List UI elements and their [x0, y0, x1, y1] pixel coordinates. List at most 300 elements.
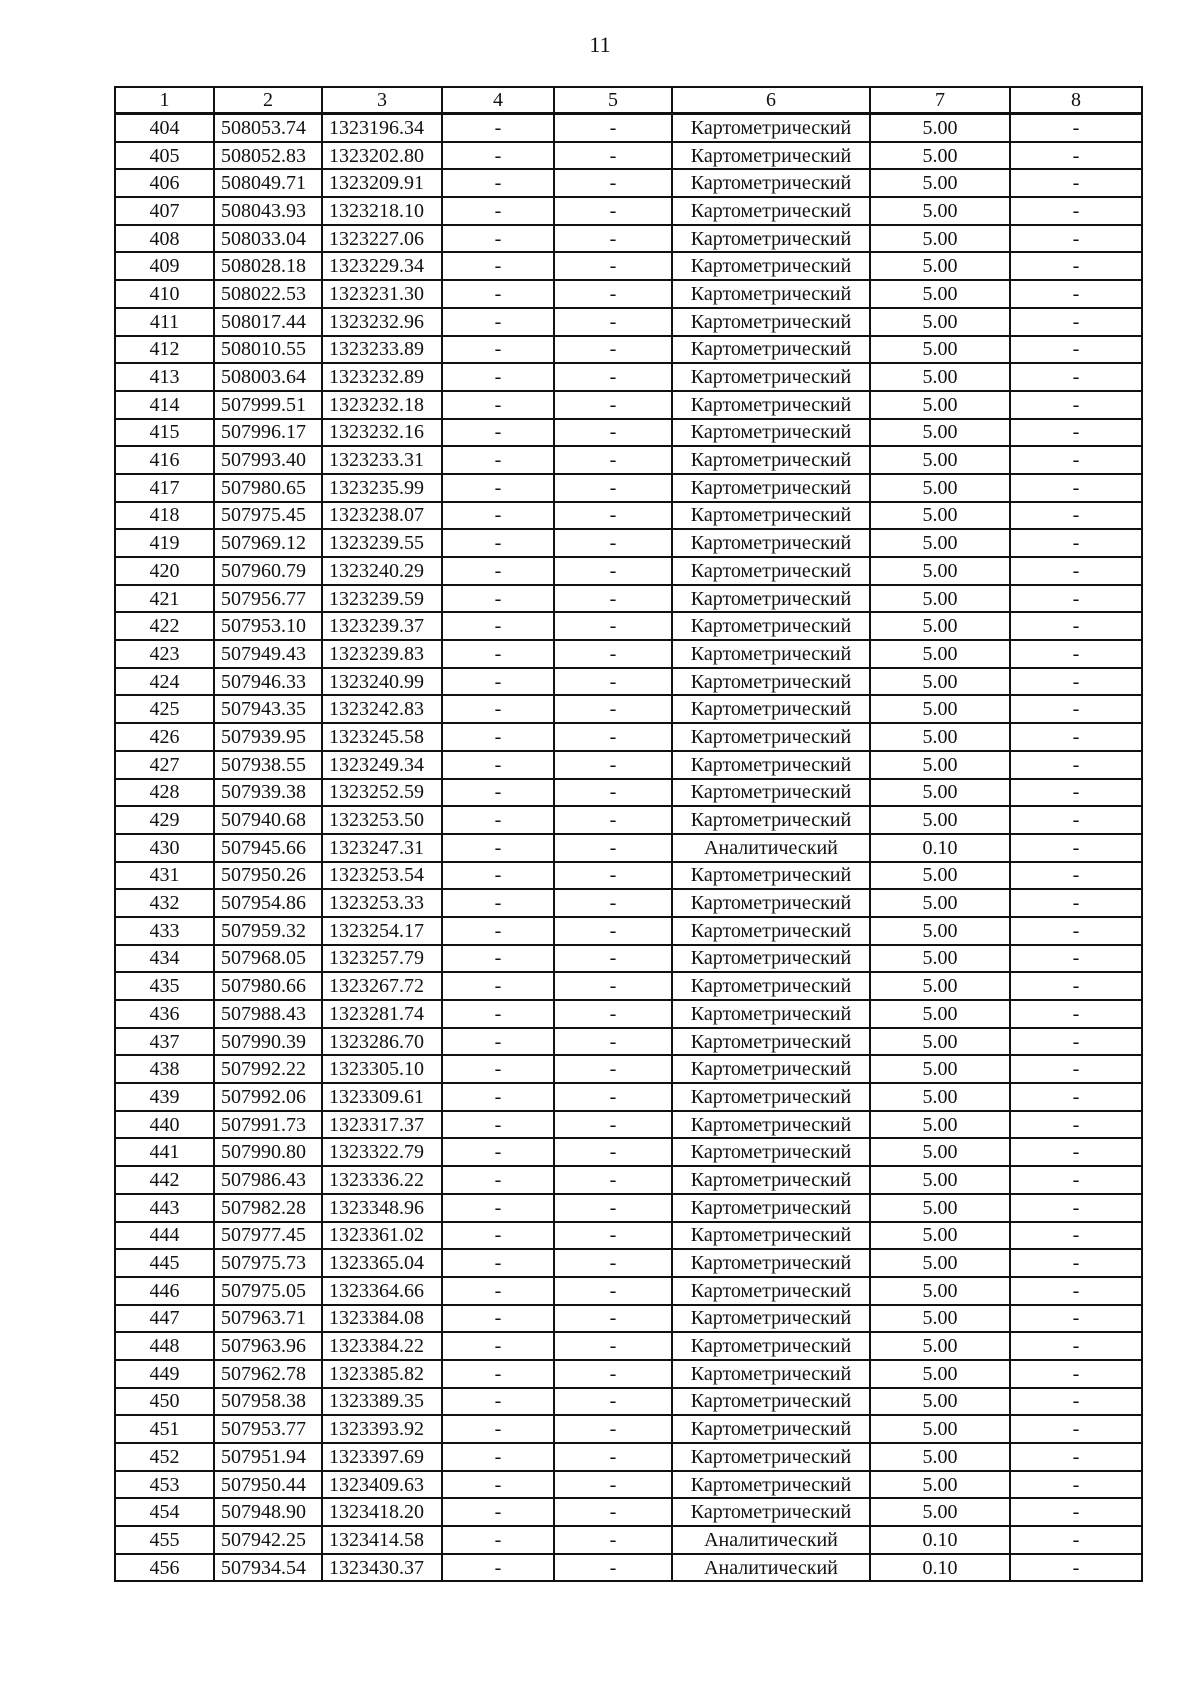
accuracy-cell: 5.00 — [870, 363, 1010, 391]
point-number-cell: 413 — [115, 363, 214, 391]
col5-value-cell: - — [554, 308, 672, 336]
y-coordinate-cell: 1323286.70 — [322, 1028, 442, 1056]
col4-value-cell: - — [442, 862, 554, 890]
accuracy-cell: 5.00 — [870, 308, 1010, 336]
method-cell: Картометрический — [672, 363, 870, 391]
method-cell: Картометрический — [672, 972, 870, 1000]
col5-value-cell: - — [554, 391, 672, 419]
x-coordinate-cell: 508022.53 — [214, 280, 322, 308]
x-coordinate-cell: 508049.71 — [214, 169, 322, 197]
accuracy-cell: 5.00 — [870, 142, 1010, 170]
col4-value-cell: - — [442, 502, 554, 530]
col4-value-cell: - — [442, 806, 554, 834]
col5-value-cell: - — [554, 1305, 672, 1333]
point-number-cell: 419 — [115, 529, 214, 557]
col8-value-cell: - — [1010, 142, 1142, 170]
col4-value-cell: - — [442, 1222, 554, 1250]
method-cell: Картометрический — [672, 1222, 870, 1250]
col8-value-cell: - — [1010, 723, 1142, 751]
col5-value-cell: - — [554, 446, 672, 474]
col5-value-cell: - — [554, 945, 672, 973]
y-coordinate-cell: 1323232.96 — [322, 308, 442, 336]
table-row — [115, 529, 1142, 557]
point-number-cell: 434 — [115, 945, 214, 973]
accuracy-cell: 5.00 — [870, 1055, 1010, 1083]
col4-value-cell: - — [442, 1194, 554, 1222]
col5-value-cell: - — [554, 585, 672, 613]
table-row — [115, 1332, 1142, 1360]
y-coordinate-cell: 1323253.54 — [322, 862, 442, 890]
page-number: 11 — [589, 32, 611, 57]
table-row — [115, 972, 1142, 1000]
point-number-cell: 456 — [115, 1554, 214, 1582]
accuracy-cell: 5.00 — [870, 336, 1010, 364]
col4-value-cell: - — [442, 1526, 554, 1554]
col4-value-cell: - — [442, 391, 554, 419]
y-coordinate-cell: 1323231.30 — [322, 280, 442, 308]
col4-value-cell: - — [442, 169, 554, 197]
y-coordinate-cell: 1323385.82 — [322, 1360, 442, 1388]
col8-value-cell: - — [1010, 419, 1142, 447]
col8-value-cell: - — [1010, 225, 1142, 253]
method-cell: Картометрический — [672, 1055, 870, 1083]
table-row — [115, 1111, 1142, 1139]
col8-value-cell: - — [1010, 280, 1142, 308]
col4-value-cell: - — [442, 1360, 554, 1388]
accuracy-cell: 5.00 — [870, 1166, 1010, 1194]
col8-value-cell: - — [1010, 612, 1142, 640]
y-coordinate-cell: 1323233.31 — [322, 446, 442, 474]
col8-value-cell: - — [1010, 1083, 1142, 1111]
table-row — [115, 557, 1142, 585]
coordinates-table — [114, 86, 1143, 1582]
col4-value-cell: - — [442, 1166, 554, 1194]
x-coordinate-cell: 507940.68 — [214, 806, 322, 834]
col8-value-cell: - — [1010, 834, 1142, 862]
col4-value-cell: - — [442, 363, 554, 391]
table-row — [115, 225, 1142, 253]
x-coordinate-cell: 507939.38 — [214, 779, 322, 807]
col5-value-cell: - — [554, 557, 672, 585]
method-cell: Картометрический — [672, 197, 870, 225]
x-coordinate-cell: 508052.83 — [214, 142, 322, 170]
col5-value-cell: - — [554, 1138, 672, 1166]
col4-value-cell: - — [442, 585, 554, 613]
x-coordinate-cell: 507938.55 — [214, 751, 322, 779]
table-row — [115, 945, 1142, 973]
col8-value-cell: - — [1010, 945, 1142, 973]
col4-value-cell: - — [442, 779, 554, 807]
method-cell: Картометрический — [672, 695, 870, 723]
accuracy-cell: 5.00 — [870, 502, 1010, 530]
col4-value-cell: - — [442, 1388, 554, 1416]
col5-value-cell: - — [554, 1194, 672, 1222]
point-number-cell: 440 — [115, 1111, 214, 1139]
col4-value-cell: - — [442, 1083, 554, 1111]
method-cell: Картометрический — [672, 391, 870, 419]
accuracy-cell: 5.00 — [870, 640, 1010, 668]
col4-value-cell: - — [442, 252, 554, 280]
x-coordinate-cell: 507939.95 — [214, 723, 322, 751]
col8-value-cell: - — [1010, 1388, 1142, 1416]
col5-value-cell: - — [554, 1083, 672, 1111]
accuracy-cell: 5.00 — [870, 779, 1010, 807]
point-number-cell: 424 — [115, 668, 214, 696]
col5-value-cell: - — [554, 197, 672, 225]
table-row — [115, 806, 1142, 834]
point-number-cell: 452 — [115, 1443, 214, 1471]
col5-value-cell: - — [554, 612, 672, 640]
point-number-cell: 415 — [115, 419, 214, 447]
col5-value-cell: - — [554, 889, 672, 917]
table-row — [115, 1305, 1142, 1333]
col5-value-cell: - — [554, 751, 672, 779]
col4-value-cell: - — [442, 1277, 554, 1305]
y-coordinate-cell: 1323309.61 — [322, 1083, 442, 1111]
col4-value-cell: - — [442, 557, 554, 585]
col5-value-cell: - — [554, 1277, 672, 1305]
x-coordinate-cell: 507949.43 — [214, 640, 322, 668]
point-number-cell: 437 — [115, 1028, 214, 1056]
column-header: 4 — [442, 87, 554, 114]
col4-value-cell: - — [442, 1471, 554, 1499]
col5-value-cell: - — [554, 1111, 672, 1139]
accuracy-cell: 5.00 — [870, 723, 1010, 751]
accuracy-cell: 5.00 — [870, 1471, 1010, 1499]
col5-value-cell: - — [554, 972, 672, 1000]
method-cell: Картометрический — [672, 1277, 870, 1305]
table-row — [115, 391, 1142, 419]
col8-value-cell: - — [1010, 1000, 1142, 1028]
method-cell: Картометрический — [672, 1471, 870, 1499]
accuracy-cell: 0.10 — [870, 1554, 1010, 1582]
point-number-cell: 439 — [115, 1083, 214, 1111]
column-header: 1 — [115, 87, 214, 114]
y-coordinate-cell: 1323257.79 — [322, 945, 442, 973]
accuracy-cell: 5.00 — [870, 1305, 1010, 1333]
table-row — [115, 1360, 1142, 1388]
method-cell: Картометрический — [672, 1194, 870, 1222]
x-coordinate-cell: 507990.80 — [214, 1138, 322, 1166]
y-coordinate-cell: 1323252.59 — [322, 779, 442, 807]
col4-value-cell: - — [442, 1138, 554, 1166]
point-number-cell: 442 — [115, 1166, 214, 1194]
col5-value-cell: - — [554, 252, 672, 280]
point-number-cell: 428 — [115, 779, 214, 807]
method-cell: Картометрический — [672, 862, 870, 890]
col5-value-cell: - — [554, 1360, 672, 1388]
table-row — [115, 252, 1142, 280]
accuracy-cell: 5.00 — [870, 225, 1010, 253]
y-coordinate-cell: 1323393.92 — [322, 1415, 442, 1443]
y-coordinate-cell: 1323322.79 — [322, 1138, 442, 1166]
table-row — [115, 1388, 1142, 1416]
col8-value-cell: - — [1010, 862, 1142, 890]
col4-value-cell: - — [442, 1000, 554, 1028]
col8-value-cell: - — [1010, 972, 1142, 1000]
method-cell: Картометрический — [672, 1332, 870, 1360]
method-cell: Аналитический — [672, 1526, 870, 1554]
accuracy-cell: 5.00 — [870, 1028, 1010, 1056]
x-coordinate-cell: 507992.22 — [214, 1055, 322, 1083]
point-number-cell: 435 — [115, 972, 214, 1000]
col4-value-cell: - — [442, 723, 554, 751]
col4-value-cell: - — [442, 142, 554, 170]
table-row — [115, 1138, 1142, 1166]
y-coordinate-cell: 1323239.83 — [322, 640, 442, 668]
column-header: 7 — [870, 87, 1010, 114]
col8-value-cell: - — [1010, 1277, 1142, 1305]
col4-value-cell: - — [442, 668, 554, 696]
accuracy-cell: 5.00 — [870, 474, 1010, 502]
col4-value-cell: - — [442, 446, 554, 474]
accuracy-cell: 5.00 — [870, 945, 1010, 973]
x-coordinate-cell: 507988.43 — [214, 1000, 322, 1028]
method-cell: Картометрический — [672, 779, 870, 807]
col4-value-cell: - — [442, 972, 554, 1000]
x-coordinate-cell: 507991.73 — [214, 1111, 322, 1139]
col8-value-cell: - — [1010, 1415, 1142, 1443]
point-number-cell: 420 — [115, 557, 214, 585]
method-cell: Картометрический — [672, 1443, 870, 1471]
col5-value-cell: - — [554, 419, 672, 447]
y-coordinate-cell: 1323245.58 — [322, 723, 442, 751]
col5-value-cell: - — [554, 363, 672, 391]
column-header: 5 — [554, 87, 672, 114]
point-number-cell: 404 — [115, 114, 214, 142]
accuracy-cell: 0.10 — [870, 1526, 1010, 1554]
col8-value-cell: - — [1010, 363, 1142, 391]
table-row — [115, 640, 1142, 668]
y-coordinate-cell: 1323361.02 — [322, 1222, 442, 1250]
col5-value-cell: - — [554, 1332, 672, 1360]
x-coordinate-cell: 507968.05 — [214, 945, 322, 973]
x-coordinate-cell: 507948.90 — [214, 1498, 322, 1526]
y-coordinate-cell: 1323242.83 — [322, 695, 442, 723]
accuracy-cell: 5.00 — [870, 1415, 1010, 1443]
x-coordinate-cell: 507977.45 — [214, 1222, 322, 1250]
point-number-cell: 423 — [115, 640, 214, 668]
point-number-cell: 433 — [115, 917, 214, 945]
col8-value-cell: - — [1010, 585, 1142, 613]
method-cell: Картометрический — [672, 308, 870, 336]
col8-value-cell: - — [1010, 1111, 1142, 1139]
table-row — [115, 779, 1142, 807]
col8-value-cell: - — [1010, 668, 1142, 696]
col8-value-cell: - — [1010, 252, 1142, 280]
method-cell: Картометрический — [672, 1360, 870, 1388]
y-coordinate-cell: 1323239.55 — [322, 529, 442, 557]
point-number-cell: 444 — [115, 1222, 214, 1250]
method-cell: Картометрический — [672, 225, 870, 253]
point-number-cell: 449 — [115, 1360, 214, 1388]
y-coordinate-cell: 1323253.33 — [322, 889, 442, 917]
method-cell: Картометрический — [672, 1388, 870, 1416]
col8-value-cell: - — [1010, 889, 1142, 917]
method-cell: Картометрический — [672, 252, 870, 280]
y-coordinate-cell: 1323235.99 — [322, 474, 442, 502]
y-coordinate-cell: 1323254.17 — [322, 917, 442, 945]
point-number-cell: 422 — [115, 612, 214, 640]
col8-value-cell: - — [1010, 640, 1142, 668]
table-row — [115, 751, 1142, 779]
accuracy-cell: 5.00 — [870, 1222, 1010, 1250]
col4-value-cell: - — [442, 419, 554, 447]
accuracy-cell: 5.00 — [870, 1332, 1010, 1360]
x-coordinate-cell: 507954.86 — [214, 889, 322, 917]
method-cell: Картометрический — [672, 585, 870, 613]
point-number-cell: 445 — [115, 1249, 214, 1277]
accuracy-cell: 5.00 — [870, 806, 1010, 834]
col4-value-cell: - — [442, 1249, 554, 1277]
y-coordinate-cell: 1323227.06 — [322, 225, 442, 253]
point-number-cell: 454 — [115, 1498, 214, 1526]
table-row — [115, 1083, 1142, 1111]
accuracy-cell: 5.00 — [870, 862, 1010, 890]
x-coordinate-cell: 508010.55 — [214, 336, 322, 364]
col8-value-cell: - — [1010, 336, 1142, 364]
y-coordinate-cell: 1323218.10 — [322, 197, 442, 225]
x-coordinate-cell: 507975.05 — [214, 1277, 322, 1305]
x-coordinate-cell: 507980.66 — [214, 972, 322, 1000]
y-coordinate-cell: 1323418.20 — [322, 1498, 442, 1526]
point-number-cell: 430 — [115, 834, 214, 862]
y-coordinate-cell: 1323365.04 — [322, 1249, 442, 1277]
y-coordinate-cell: 1323267.72 — [322, 972, 442, 1000]
point-number-cell: 431 — [115, 862, 214, 890]
point-number-cell: 412 — [115, 336, 214, 364]
col4-value-cell: - — [442, 1554, 554, 1582]
column-header: 2 — [214, 87, 322, 114]
method-cell: Картометрический — [672, 806, 870, 834]
x-coordinate-cell: 507959.32 — [214, 917, 322, 945]
method-cell: Картометрический — [672, 446, 870, 474]
method-cell: Картометрический — [672, 723, 870, 751]
x-coordinate-cell: 507945.66 — [214, 834, 322, 862]
col8-value-cell: - — [1010, 1360, 1142, 1388]
table-row — [115, 668, 1142, 696]
accuracy-cell: 5.00 — [870, 197, 1010, 225]
col8-value-cell: - — [1010, 1028, 1142, 1056]
point-number-cell: 410 — [115, 280, 214, 308]
table-row — [115, 280, 1142, 308]
col4-value-cell: - — [442, 1055, 554, 1083]
col5-value-cell: - — [554, 1443, 672, 1471]
table-row — [115, 1166, 1142, 1194]
point-number-cell: 416 — [115, 446, 214, 474]
y-coordinate-cell: 1323209.91 — [322, 169, 442, 197]
col4-value-cell: - — [442, 1305, 554, 1333]
col8-value-cell: - — [1010, 695, 1142, 723]
col5-value-cell: - — [554, 695, 672, 723]
accuracy-cell: 5.00 — [870, 280, 1010, 308]
col4-value-cell: - — [442, 529, 554, 557]
col5-value-cell: - — [554, 114, 672, 142]
method-cell: Картометрический — [672, 917, 870, 945]
accuracy-cell: 5.00 — [870, 446, 1010, 474]
table-row — [115, 1028, 1142, 1056]
table-row — [115, 1471, 1142, 1499]
table-row — [115, 889, 1142, 917]
table-row — [115, 1526, 1142, 1554]
point-number-cell: 406 — [115, 169, 214, 197]
table-row — [115, 419, 1142, 447]
method-cell: Картометрический — [672, 889, 870, 917]
y-coordinate-cell: 1323232.18 — [322, 391, 442, 419]
y-coordinate-cell: 1323240.29 — [322, 557, 442, 585]
col5-value-cell: - — [554, 336, 672, 364]
method-cell: Картометрический — [672, 169, 870, 197]
col8-value-cell: - — [1010, 308, 1142, 336]
x-coordinate-cell: 508053.74 — [214, 114, 322, 142]
x-coordinate-cell: 507958.38 — [214, 1388, 322, 1416]
col5-value-cell: - — [554, 1000, 672, 1028]
y-coordinate-cell: 1323249.34 — [322, 751, 442, 779]
table-row — [115, 1222, 1142, 1250]
col4-value-cell: - — [442, 474, 554, 502]
col5-value-cell: - — [554, 1055, 672, 1083]
y-coordinate-cell: 1323232.89 — [322, 363, 442, 391]
col8-value-cell: - — [1010, 1166, 1142, 1194]
x-coordinate-cell: 507956.77 — [214, 585, 322, 613]
col8-value-cell: - — [1010, 529, 1142, 557]
col5-value-cell: - — [554, 1415, 672, 1443]
x-coordinate-cell: 507953.10 — [214, 612, 322, 640]
x-coordinate-cell: 507980.65 — [214, 474, 322, 502]
table-row — [115, 474, 1142, 502]
col4-value-cell: - — [442, 1498, 554, 1526]
table-body — [115, 114, 1142, 1582]
col4-value-cell: - — [442, 197, 554, 225]
col5-value-cell: - — [554, 723, 672, 751]
col8-value-cell: - — [1010, 502, 1142, 530]
col4-value-cell: - — [442, 945, 554, 973]
method-cell: Картометрический — [672, 640, 870, 668]
x-coordinate-cell: 507943.35 — [214, 695, 322, 723]
point-number-cell: 427 — [115, 751, 214, 779]
col8-value-cell: - — [1010, 1194, 1142, 1222]
x-coordinate-cell: 507996.17 — [214, 419, 322, 447]
point-number-cell: 421 — [115, 585, 214, 613]
col4-value-cell: - — [442, 280, 554, 308]
col4-value-cell: - — [442, 1443, 554, 1471]
point-number-cell: 405 — [115, 142, 214, 170]
col8-value-cell: - — [1010, 1249, 1142, 1277]
col8-value-cell: - — [1010, 114, 1142, 142]
x-coordinate-cell: 507975.73 — [214, 1249, 322, 1277]
y-coordinate-cell: 1323430.37 — [322, 1554, 442, 1582]
accuracy-cell: 5.00 — [870, 751, 1010, 779]
x-coordinate-cell: 507960.79 — [214, 557, 322, 585]
point-number-cell: 455 — [115, 1526, 214, 1554]
method-cell: Картометрический — [672, 1166, 870, 1194]
table-row — [115, 114, 1142, 142]
col8-value-cell: - — [1010, 1055, 1142, 1083]
y-coordinate-cell: 1323364.66 — [322, 1277, 442, 1305]
table-header-row — [115, 87, 1142, 114]
table-row — [115, 502, 1142, 530]
x-coordinate-cell: 507950.44 — [214, 1471, 322, 1499]
accuracy-cell: 5.00 — [870, 169, 1010, 197]
x-coordinate-cell: 507946.33 — [214, 668, 322, 696]
y-coordinate-cell: 1323317.37 — [322, 1111, 442, 1139]
y-coordinate-cell: 1323281.74 — [322, 1000, 442, 1028]
x-coordinate-cell: 508028.18 — [214, 252, 322, 280]
col4-value-cell: - — [442, 114, 554, 142]
method-cell: Картометрический — [672, 280, 870, 308]
col5-value-cell: - — [554, 834, 672, 862]
y-coordinate-cell: 1323229.34 — [322, 252, 442, 280]
